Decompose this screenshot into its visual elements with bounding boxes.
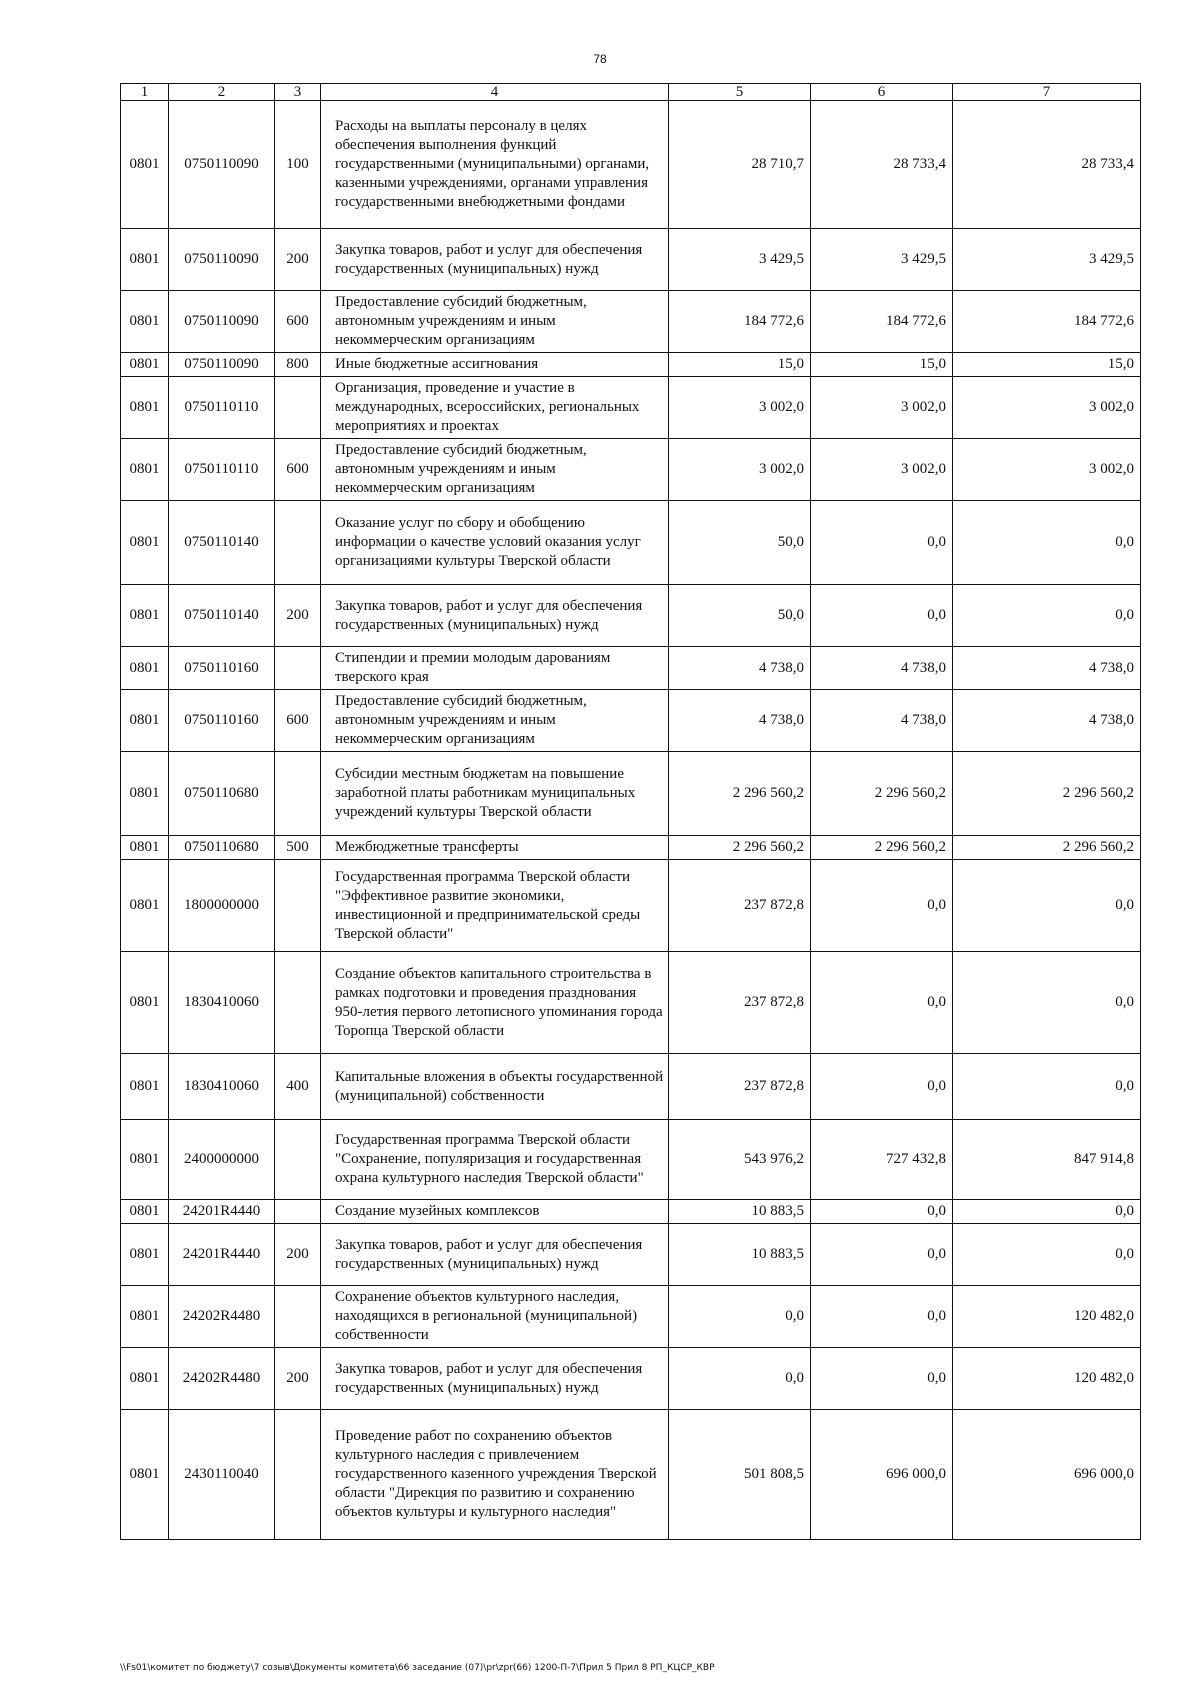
column-header: 1 bbox=[121, 84, 169, 101]
target-article-code-cell: 24201R4440 bbox=[169, 1200, 275, 1224]
amount-year2-cell: 0,0 bbox=[811, 1200, 953, 1224]
amount-year2-cell: 28 733,4 bbox=[811, 101, 953, 229]
section-code-cell: 0801 bbox=[121, 952, 169, 1054]
expense-type-cell bbox=[275, 752, 321, 836]
amount-year3-cell: 0,0 bbox=[953, 501, 1141, 585]
item-name-cell: Предоставление субсидий бюджетным, автономным учреждениям и иным некоммерческим организациям bbox=[321, 690, 669, 752]
amount-year1-cell: 15,0 bbox=[669, 353, 811, 377]
table-row bbox=[121, 585, 1141, 647]
item-name-cell: Капитальные вложения в объекты государственной (муниципальной) собственности bbox=[321, 1054, 669, 1120]
item-name-cell: Организация, проведение и участие в международных, всероссийских, региональных мероприятиях и проектах bbox=[321, 377, 669, 439]
expense-type-cell: 200 bbox=[275, 1224, 321, 1286]
header-row bbox=[121, 84, 1141, 101]
section-code-cell: 0801 bbox=[121, 1224, 169, 1286]
amount-year3-cell: 4 738,0 bbox=[953, 647, 1141, 690]
amount-year3-cell: 0,0 bbox=[953, 1224, 1141, 1286]
item-name-cell: Создание музейных комплексов bbox=[321, 1200, 669, 1224]
target-article-code-cell: 0750110090 bbox=[169, 353, 275, 377]
item-name-cell: Закупка товаров, работ и услуг для обеспечения государственных (муниципальных) нужд bbox=[321, 229, 669, 291]
item-name-cell: Расходы на выплаты персоналу в целях обеспечения выполнения функций государственными (муниципальными) органами, казенными учреждениями, органами управления государственными внебюджетными фондами bbox=[321, 101, 669, 229]
target-article-code-cell: 0750110090 bbox=[169, 101, 275, 229]
section-code-cell: 0801 bbox=[121, 291, 169, 353]
target-article-code-cell: 0750110090 bbox=[169, 229, 275, 291]
target-article-code-cell: 0750110160 bbox=[169, 647, 275, 690]
amount-year3-cell: 3 429,5 bbox=[953, 229, 1141, 291]
section-code-cell: 0801 bbox=[121, 439, 169, 501]
table-row bbox=[121, 752, 1141, 836]
expense-type-cell: 400 bbox=[275, 1054, 321, 1120]
expense-type-cell bbox=[275, 501, 321, 585]
footer-file-path: \\Fs01\комитет по бюджету\7 созыв\Документы комитета\66 заседание (07)\pr\zpr(66) 1200-П-7\Прил 5 Прил 8 РП_КЦСР_КВР bbox=[120, 1663, 715, 1673]
amount-year1-cell: 50,0 bbox=[669, 585, 811, 647]
amount-year1-cell: 3 429,5 bbox=[669, 229, 811, 291]
table-row bbox=[121, 1286, 1141, 1348]
expense-type-cell bbox=[275, 377, 321, 439]
amount-year2-cell: 2 296 560,2 bbox=[811, 836, 953, 860]
table-row bbox=[121, 1410, 1141, 1540]
expense-type-cell: 600 bbox=[275, 439, 321, 501]
expense-type-cell: 600 bbox=[275, 690, 321, 752]
section-code-cell: 0801 bbox=[121, 501, 169, 585]
target-article-code-cell: 24202R4480 bbox=[169, 1348, 275, 1410]
amount-year2-cell: 4 738,0 bbox=[811, 690, 953, 752]
amount-year3-cell: 2 296 560,2 bbox=[953, 752, 1141, 836]
section-code-cell: 0801 bbox=[121, 1348, 169, 1410]
section-code-cell: 0801 bbox=[121, 1120, 169, 1200]
amount-year1-cell: 237 872,8 bbox=[669, 952, 811, 1054]
amount-year2-cell: 3 429,5 bbox=[811, 229, 953, 291]
amount-year2-cell: 0,0 bbox=[811, 1286, 953, 1348]
target-article-code-cell: 0750110110 bbox=[169, 439, 275, 501]
amount-year1-cell: 10 883,5 bbox=[669, 1200, 811, 1224]
target-article-code-cell: 0750110110 bbox=[169, 377, 275, 439]
amount-year3-cell: 184 772,6 bbox=[953, 291, 1141, 353]
table-row bbox=[121, 860, 1141, 952]
expense-type-cell: 500 bbox=[275, 836, 321, 860]
table-row bbox=[121, 101, 1141, 229]
amount-year1-cell: 0,0 bbox=[669, 1348, 811, 1410]
target-article-code-cell: 0750110680 bbox=[169, 836, 275, 860]
amount-year3-cell: 0,0 bbox=[953, 1054, 1141, 1120]
amount-year1-cell: 3 002,0 bbox=[669, 439, 811, 501]
item-name-cell: Государственная программа Тверской области "Эффективное развитие экономики, инвестиционной и предпринимательской среды Тверской области" bbox=[321, 860, 669, 952]
column-header: 6 bbox=[811, 84, 953, 101]
section-code-cell: 0801 bbox=[121, 229, 169, 291]
expense-type-cell bbox=[275, 1410, 321, 1540]
table-body bbox=[121, 101, 1141, 1540]
amount-year2-cell: 3 002,0 bbox=[811, 377, 953, 439]
section-code-cell: 0801 bbox=[121, 585, 169, 647]
table-row bbox=[121, 1120, 1141, 1200]
column-header: 7 bbox=[953, 84, 1141, 101]
table-row bbox=[121, 291, 1141, 353]
expense-type-cell: 200 bbox=[275, 229, 321, 291]
section-code-cell: 0801 bbox=[121, 690, 169, 752]
target-article-code-cell: 0750110680 bbox=[169, 752, 275, 836]
section-code-cell: 0801 bbox=[121, 647, 169, 690]
amount-year3-cell: 3 002,0 bbox=[953, 439, 1141, 501]
section-code-cell: 0801 bbox=[121, 836, 169, 860]
section-code-cell: 0801 bbox=[121, 1054, 169, 1120]
amount-year2-cell: 0,0 bbox=[811, 952, 953, 1054]
amount-year2-cell: 0,0 bbox=[811, 585, 953, 647]
amount-year2-cell: 0,0 bbox=[811, 501, 953, 585]
amount-year3-cell: 696 000,0 bbox=[953, 1410, 1141, 1540]
amount-year3-cell: 120 482,0 bbox=[953, 1348, 1141, 1410]
table-row bbox=[121, 1224, 1141, 1286]
amount-year3-cell: 4 738,0 bbox=[953, 690, 1141, 752]
target-article-code-cell: 2430110040 bbox=[169, 1410, 275, 1540]
amount-year2-cell: 727 432,8 bbox=[811, 1120, 953, 1200]
table-row bbox=[121, 501, 1141, 585]
target-article-code-cell: 24201R4440 bbox=[169, 1224, 275, 1286]
column-header: 5 bbox=[669, 84, 811, 101]
amount-year2-cell: 0,0 bbox=[811, 1224, 953, 1286]
table-row bbox=[121, 952, 1141, 1054]
expense-type-cell: 600 bbox=[275, 291, 321, 353]
amount-year1-cell: 28 710,7 bbox=[669, 101, 811, 229]
item-name-cell: Закупка товаров, работ и услуг для обеспечения государственных (муниципальных) нужд bbox=[321, 585, 669, 647]
amount-year2-cell: 0,0 bbox=[811, 860, 953, 952]
amount-year3-cell: 2 296 560,2 bbox=[953, 836, 1141, 860]
amount-year3-cell: 0,0 bbox=[953, 952, 1141, 1054]
amount-year1-cell: 0,0 bbox=[669, 1286, 811, 1348]
amount-year1-cell: 184 772,6 bbox=[669, 291, 811, 353]
expense-type-cell: 200 bbox=[275, 585, 321, 647]
amount-year1-cell: 2 296 560,2 bbox=[669, 752, 811, 836]
expense-type-cell: 200 bbox=[275, 1348, 321, 1410]
target-article-code-cell: 0750110140 bbox=[169, 501, 275, 585]
amount-year1-cell: 50,0 bbox=[669, 501, 811, 585]
amount-year1-cell: 501 808,5 bbox=[669, 1410, 811, 1540]
expense-type-cell bbox=[275, 1286, 321, 1348]
item-name-cell: Создание объектов капитального строительства в рамках подготовки и проведения празднования 950-летия первого летописного упоминания города Торопца Тверской области bbox=[321, 952, 669, 1054]
amount-year1-cell: 4 738,0 bbox=[669, 690, 811, 752]
target-article-code-cell: 0750110140 bbox=[169, 585, 275, 647]
column-header: 4 bbox=[321, 84, 669, 101]
expense-type-cell bbox=[275, 1120, 321, 1200]
section-code-cell: 0801 bbox=[121, 353, 169, 377]
target-article-code-cell: 24202R4480 bbox=[169, 1286, 275, 1348]
table-row bbox=[121, 353, 1141, 377]
item-name-cell: Иные бюджетные ассигнования bbox=[321, 353, 669, 377]
item-name-cell: Сохранение объектов культурного наследия, находящихся в региональной (муниципальной) собственности bbox=[321, 1286, 669, 1348]
item-name-cell: Закупка товаров, работ и услуг для обеспечения государственных (муниципальных) нужд bbox=[321, 1348, 669, 1410]
target-article-code-cell: 0750110160 bbox=[169, 690, 275, 752]
column-header: 2 bbox=[169, 84, 275, 101]
expense-type-cell bbox=[275, 952, 321, 1054]
amount-year1-cell: 237 872,8 bbox=[669, 1054, 811, 1120]
section-code-cell: 0801 bbox=[121, 1286, 169, 1348]
amount-year1-cell: 4 738,0 bbox=[669, 647, 811, 690]
section-code-cell: 0801 bbox=[121, 101, 169, 229]
amount-year3-cell: 15,0 bbox=[953, 353, 1141, 377]
target-article-code-cell: 1800000000 bbox=[169, 860, 275, 952]
page-number: 78 bbox=[593, 52, 607, 66]
expense-type-cell bbox=[275, 860, 321, 952]
target-article-code-cell: 1830410060 bbox=[169, 1054, 275, 1120]
table-row bbox=[121, 836, 1141, 860]
amount-year3-cell: 847 914,8 bbox=[953, 1120, 1141, 1200]
item-name-cell: Субсидии местным бюджетам на повышение заработной платы работникам муниципальных учреждений культуры Тверской области bbox=[321, 752, 669, 836]
section-code-cell: 0801 bbox=[121, 1410, 169, 1540]
amount-year2-cell: 2 296 560,2 bbox=[811, 752, 953, 836]
amount-year3-cell: 120 482,0 bbox=[953, 1286, 1141, 1348]
amount-year1-cell: 10 883,5 bbox=[669, 1224, 811, 1286]
table-row bbox=[121, 377, 1141, 439]
amount-year3-cell: 0,0 bbox=[953, 585, 1141, 647]
target-article-code-cell: 2400000000 bbox=[169, 1120, 275, 1200]
expense-type-cell bbox=[275, 647, 321, 690]
table-row bbox=[121, 690, 1141, 752]
expense-type-cell: 100 bbox=[275, 101, 321, 229]
item-name-cell: Государственная программа Тверской области "Сохранение, популяризация и государственная охрана культурного наследия Тверской области" bbox=[321, 1120, 669, 1200]
table-row bbox=[121, 1054, 1141, 1120]
item-name-cell: Проведение работ по сохранению объектов культурного наследия с привлечением государственного казенного учреждения Тверской области "Дирекция по развитию и сохранению объектов культуры и культурного наследия" bbox=[321, 1410, 669, 1540]
section-code-cell: 0801 bbox=[121, 752, 169, 836]
amount-year2-cell: 0,0 bbox=[811, 1054, 953, 1120]
item-name-cell: Предоставление субсидий бюджетным, автономным учреждениям и иным некоммерческим организациям bbox=[321, 291, 669, 353]
amount-year1-cell: 237 872,8 bbox=[669, 860, 811, 952]
item-name-cell: Стипендии и премии молодым дарованиям тверского края bbox=[321, 647, 669, 690]
amount-year2-cell: 696 000,0 bbox=[811, 1410, 953, 1540]
section-code-cell: 0801 bbox=[121, 860, 169, 952]
expense-type-cell bbox=[275, 1200, 321, 1224]
target-article-code-cell: 0750110090 bbox=[169, 291, 275, 353]
amount-year2-cell: 3 002,0 bbox=[811, 439, 953, 501]
amount-year3-cell: 28 733,4 bbox=[953, 101, 1141, 229]
amount-year2-cell: 0,0 bbox=[811, 1348, 953, 1410]
amount-year2-cell: 184 772,6 bbox=[811, 291, 953, 353]
amount-year3-cell: 0,0 bbox=[953, 1200, 1141, 1224]
item-name-cell: Закупка товаров, работ и услуг для обеспечения государственных (муниципальных) нужд bbox=[321, 1224, 669, 1286]
table-row bbox=[121, 1200, 1141, 1224]
amount-year3-cell: 0,0 bbox=[953, 860, 1141, 952]
amount-year1-cell: 2 296 560,2 bbox=[669, 836, 811, 860]
table-row bbox=[121, 1348, 1141, 1410]
column-header: 3 bbox=[275, 84, 321, 101]
item-name-cell: Предоставление субсидий бюджетным, автономным учреждениям и иным некоммерческим организациям bbox=[321, 439, 669, 501]
amount-year1-cell: 543 976,2 bbox=[669, 1120, 811, 1200]
target-article-code-cell: 1830410060 bbox=[169, 952, 275, 1054]
amount-year2-cell: 15,0 bbox=[811, 353, 953, 377]
budget-table bbox=[120, 83, 1141, 1540]
expense-type-cell: 800 bbox=[275, 353, 321, 377]
table-row bbox=[121, 647, 1141, 690]
table-row bbox=[121, 439, 1141, 501]
item-name-cell: Межбюджетные трансферты bbox=[321, 836, 669, 860]
amount-year1-cell: 3 002,0 bbox=[669, 377, 811, 439]
section-code-cell: 0801 bbox=[121, 1200, 169, 1224]
item-name-cell: Оказание услуг по сбору и обобщению информации о качестве условий оказания услуг организациями культуры Тверской области bbox=[321, 501, 669, 585]
amount-year3-cell: 3 002,0 bbox=[953, 377, 1141, 439]
section-code-cell: 0801 bbox=[121, 377, 169, 439]
table-row bbox=[121, 229, 1141, 291]
amount-year2-cell: 4 738,0 bbox=[811, 647, 953, 690]
